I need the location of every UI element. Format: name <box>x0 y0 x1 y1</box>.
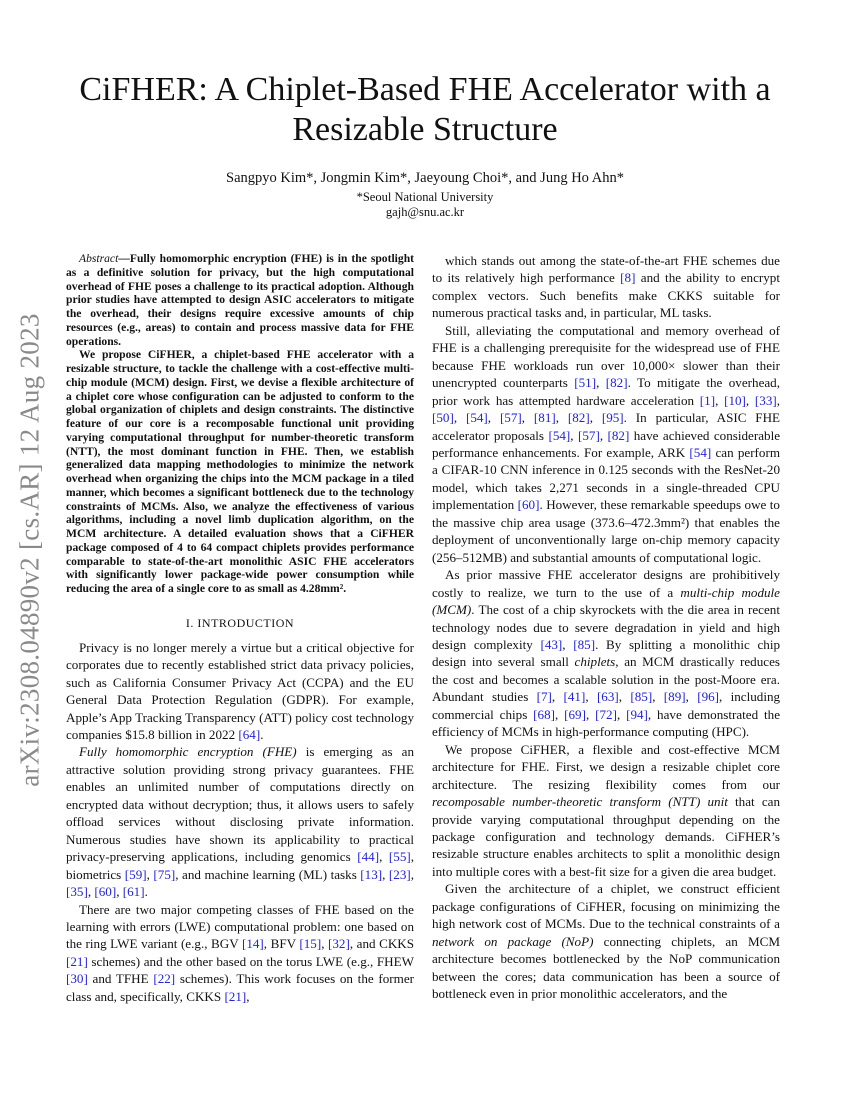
citation-link[interactable]: [30] <box>66 971 88 987</box>
citation-link[interactable]: [10] <box>724 392 746 408</box>
abstract-paragraph <box>66 252 414 348</box>
citation-link[interactable]: [81] <box>533 410 556 426</box>
citation-link[interactable]: [57] <box>499 410 522 426</box>
arxiv-identifier: arXiv:2308.04890v2 [cs.AR] 12 Aug 2023 <box>14 313 45 787</box>
citation-link[interactable]: [60] <box>517 497 540 513</box>
text: that can provide varying computational throughput depending on the package configuration and technology demands. CiFHER’s resizable structure enables architects to split a monolithic design into multiple cores with a best-fit size for a given die area budget. <box>432 794 781 879</box>
citation-link[interactable]: [7] <box>536 689 552 705</box>
citation-link[interactable]: [15] <box>299 936 322 952</box>
citation-link[interactable]: [21] <box>224 988 247 1004</box>
citation-link[interactable]: [14] <box>241 936 264 952</box>
citation-link[interactable]: [69] <box>564 706 586 722</box>
paragraph <box>432 741 780 881</box>
citation-link[interactable]: [57] <box>577 427 600 443</box>
italic-text: network on package (NoP) <box>432 933 594 949</box>
text: Privacy is no longer merely a virtue but a critical objective for corporates due to recently established strict data privacy policies, such as California Consumer Privacy Act (CCPA) and the EU General Data Protection Regulation (GDPR). For example, Apple’s App Tracking Transparency (ATT) policy cost technology companies $15.8 billion in 2022 [64]. <box>66 639 414 743</box>
citation-link[interactable]: [64] <box>238 727 261 743</box>
paragraph <box>66 901 414 1006</box>
text: Given the architecture of a chiplet, we construct efficient package configurations of CiFHER, focusing on minimizing the high network cost of MCMs. Due to the technical constraints of a <box>432 881 780 932</box>
citation-link[interactable]: [68] <box>533 706 555 722</box>
citation-link[interactable]: [8] <box>620 270 636 286</box>
citation-link[interactable]: [94] <box>626 706 648 722</box>
citation-link[interactable]: [75] <box>153 866 176 882</box>
citation-link[interactable]: [50] <box>432 410 454 426</box>
citation-link[interactable]: [85] <box>630 689 653 705</box>
citation-link[interactable]: [21] <box>66 953 88 969</box>
text: which stands out among the state-of-the-art FHE schemes due to its relatively high performance [8] and the ability to encrypt complex vectors. Such benefits make CKKS suitable for numerous practical tasks and, in particular, ML tasks. <box>432 253 780 321</box>
italic-text: multi-chip module (MCM) <box>432 584 780 618</box>
citation-link[interactable]: [54] <box>465 410 488 426</box>
citation-link[interactable]: [54] <box>548 427 571 443</box>
email: gajh@snu.ac.kr <box>385 205 465 219</box>
citation-link[interactable]: [32] <box>328 936 350 952</box>
citation-link[interactable]: [96] <box>697 689 720 705</box>
citation-link[interactable]: [43] <box>540 636 563 652</box>
citation-link[interactable]: [85] <box>573 636 596 652</box>
italic-text: chiplets <box>574 654 616 670</box>
text: connecting chiplets, an MCM architecture becomes bottlenecked by the NoP communication between the cores; data communication has been a source of bottleneck even in prior monolithic accelerators, and the <box>432 933 780 1002</box>
citation-link[interactable]: [41] <box>563 689 586 705</box>
citation-link[interactable]: [59] <box>124 866 147 882</box>
citation-link[interactable]: [13] <box>360 866 383 882</box>
citation-link[interactable]: [95] <box>601 410 624 426</box>
citation-link[interactable]: [51] <box>574 375 597 391</box>
paragraph <box>432 566 780 741</box>
citation-link[interactable]: [82] <box>567 410 590 426</box>
paragraph <box>432 252 780 322</box>
text: Still, alleviating the computational and memory overhead of FHE is a challenging prerequisite for the widespread use of FHE because FHE workloads run over 10,000× slower than their unencrypted counterparts [51], [82]. To mitigate the overhead, prior work has attempted hardware acceleration [1], [10], [33], [50], [54], [57], [81], [82], [95]. In particular, ASIC FHE accelerator proposals [54], [57], [82] have achieved considerable performance enhancements. For example, ARK [54] can perform a CIFAR-10 CNN inference in 0.125 seconds with the ResNet-20 model, which takes 2,271 seconds in a single-threaded CPU implementation [60]. However, these remarkable speedups owe to the massive chip area usage (373.6–472.3mm²) that enables the deployment of unconventionally large on-chip memory capacity (256–512MB) and substantial amounts of computational logic. <box>432 322 781 565</box>
citation-link[interactable]: [63] <box>596 689 619 705</box>
paragraph <box>432 880 780 1002</box>
left-column <box>66 252 414 1005</box>
citation-link[interactable]: [35] <box>66 884 88 900</box>
text: There are two major competing classes of FHE based on the learning with errors (LWE) computational problem: one based on the ring LWE variant (e.g., BGV [14], BFV [15], [32], and CKKS [21] schemes) and the other based on the torus LWE (e.g., FHEW [30] and TFHE [22] schemes). This work focuses on the former class and, specifically, CKKS [21], <box>66 901 415 1004</box>
citation-link[interactable]: [33] <box>754 392 777 408</box>
paragraph <box>432 322 780 566</box>
citation-link[interactable]: [1] <box>699 392 716 408</box>
abstract <box>66 252 414 596</box>
text: is emerging as an attractive solution providing strong privacy guarantees. FHE enables an unlimited number of computations directly on encrypted data without decryption; thus, it allows users to safely offload services without disclosing private information. Numerous studies have shown its applicability to practical privacy-preserving applications, including genomics [44], [55], biometrics [59], [75], and machine learning (ML) tasks [13], [23], [35], [60], [61]. <box>66 744 415 900</box>
text: , an MCM drastically reduces the cost and becomes a scalable solution in the post-Moore era. Abundant studies [7], [41], [63], [85], [89], [96], including commercial chips [68], [69], [72], [94], have demonstrated the efficiency of MCMs in high-performance computing (HPC). <box>432 654 781 740</box>
italic-text: recomposable number-theoretic transform (NTT) unit <box>432 794 728 810</box>
intro-left-body <box>66 639 414 1006</box>
citation-link[interactable]: [82] <box>607 427 630 443</box>
citation-link[interactable]: [22] <box>153 971 176 987</box>
paragraph <box>66 743 414 900</box>
authors: Sangpyo Kim*, Jongmin Kim*, Jaeyoung Choi*, and Jung Ho Ahn* <box>226 170 624 186</box>
citation-link[interactable]: [44] <box>357 849 380 865</box>
text: As prior massive FHE accelerator designs are prohibitively costly to realize, we turn to the use of a <box>432 567 780 600</box>
section-heading: I. INTRODUCTION <box>185 615 295 630</box>
citation-link[interactable]: [89] <box>663 689 686 705</box>
citation-link[interactable]: [61] <box>122 884 145 900</box>
citation-link[interactable]: [23] <box>388 866 411 882</box>
paper-title: CiFHER: A Chiplet-Based FHE Accelerator with a Resizable Structure <box>79 71 771 148</box>
citation-link[interactable]: [72] <box>595 706 617 722</box>
italic-text: Fully homomorphic encryption (FHE) <box>79 744 297 760</box>
paragraph <box>66 639 414 744</box>
citation-link[interactable]: [55] <box>388 849 411 865</box>
citation-link[interactable]: [60] <box>94 884 117 900</box>
citation-link[interactable]: [54] <box>689 444 712 460</box>
text: . The cost of a chip skyrockets with the die area in recent technology nodes due to severe degradation in yield and high design complexity [43], [85]. By splitting a monolithic chip design into several small <box>432 602 781 670</box>
affiliation: *Seoul National University <box>356 190 494 204</box>
text: We propose CiFHER, a flexible and cost-effective MCM architecture for FHE. First, we design a resizable chiplet core architecture. The resizing flexibility comes from our <box>432 741 780 792</box>
abstract-paragraph: We propose CiFHER, a chiplet-based FHE accelerator with a resizable structure, to tackle the challenge with a cost-effective multi-chip module (MCM) design. First, we devise a flexible architecture of a chiplet core whose configuration can be adjusted to conform to the global organization of chiplets and design constraints. The distinctive feature of our core is a recomposable functional unit providing varying computational throughput for number-theoretic transform (NTT), the most dominant function in FHE. Then, we establish generalized data mapping methodologies to minimize the network overhead when organizing the chips into the MCM package in a tiled manner, which becomes a significant bottleneck due to the technology constraints of MCMs. Also, we analyze the effectiveness of various algorithms, including a novel limb duplication algorithm, on the MCM architecture. A detailed evaluation shows that a CiFHER package composed of 4 to 64 compact chiplets provides performance comparable to state-of-the-art monolithic ASIC FHE accelerators with significantly lower package-wide power consumption while reducing the area of a single core to as small as 4.28mm². <box>66 348 414 595</box>
citation-link[interactable]: [82] <box>605 375 628 391</box>
abstract-label: Abstract <box>79 252 119 265</box>
right-column <box>432 252 780 1002</box>
abstract-text: —Fully homomorphic encryption (FHE) is in the spotlight as a definitive solution for privacy, but the high computational overhead of FHE poses a challenge to its practical adoption. Although prior studies have attempted to design ASIC accelerators to mitigate the overhead, their designs require excessive amounts of chip resources (e.g., areas) to contain and process massive data for FHE operations. <box>66 252 414 348</box>
